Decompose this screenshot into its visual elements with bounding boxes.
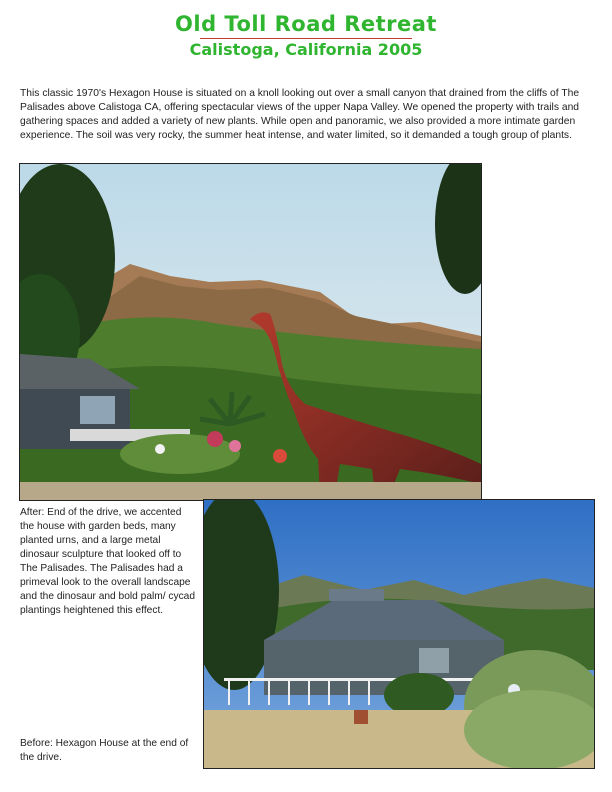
before-photo-illustration <box>204 500 594 768</box>
after-caption: After: End of the drive, we accented the house with garden beds, many planted urns, and a large metal dinosaur sculpture that looked off to The Palisades. The Palisades had a primeval look to the overall landscape and the dinosaur and bold palm/ cycad plantings heightened this effect. <box>20 507 196 616</box>
after-photo-illustration <box>20 164 481 500</box>
page-title: Old Toll Road Retreat <box>175 12 437 36</box>
title-underline <box>200 38 412 39</box>
after-photo <box>19 163 482 501</box>
page-subtitle: Calistoga, California 2005 <box>189 40 423 59</box>
before-photo <box>203 499 595 769</box>
intro-paragraph: This classic 1970's Hexagon House is situated on a knoll looking out over a small canyon that drained from the cliffs of The Palisades above Calistoga CA, offering spectacular views of the upper Napa Valley. We opened the property with trails and gathering spaces and added a variety of new plants. While open and panoramic, we also provided a more intimate garden experience. The soil was very rocky, the summer heat intense, and water limited, so it demanded a tough group of plants. <box>20 88 580 141</box>
before-caption: Before: Hexagon House at the end of the drive. <box>20 738 189 763</box>
